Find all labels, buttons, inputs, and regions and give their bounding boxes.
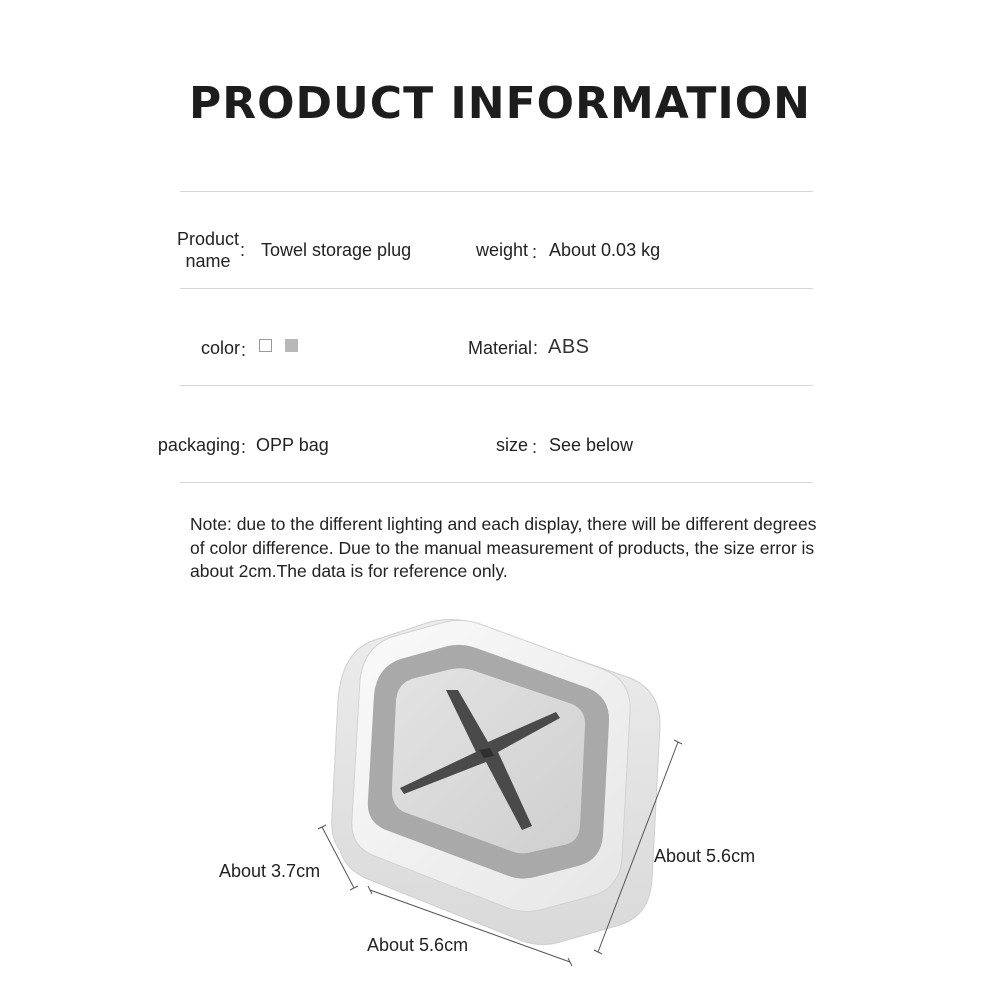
packaging-label: packaging bbox=[157, 435, 240, 455]
weight-label: weight bbox=[475, 240, 528, 260]
product-name-label-line2: name bbox=[185, 251, 231, 271]
page-title: PRODUCT INFORMATION bbox=[189, 78, 811, 129]
dimension-width-label: About 5.6cm bbox=[367, 935, 469, 955]
material-colon: : bbox=[533, 338, 539, 358]
size-colon: : bbox=[532, 437, 538, 457]
product-name-label-line1: Product bbox=[176, 229, 240, 249]
material-value: ABS bbox=[548, 336, 590, 358]
color-colon: : bbox=[241, 340, 247, 360]
material-label: Material bbox=[467, 338, 532, 358]
product-name-value: Towel storage plug bbox=[261, 240, 412, 260]
packaging-value: OPP bag bbox=[256, 435, 329, 455]
size-value: See below bbox=[549, 435, 634, 455]
product-name-colon: : bbox=[240, 240, 246, 260]
dimension-depth-label: About 3.7cm bbox=[219, 861, 321, 881]
disclaimer-note: Note: due to the different lighting and each display, there will be different degrees of color difference. Due to the manual measurement of products, the size error is about 2cm.The data is for reference only. bbox=[190, 514, 817, 581]
packaging-colon: : bbox=[241, 437, 247, 457]
weight-value: About 0.03 kg bbox=[549, 240, 661, 260]
color-label: color bbox=[200, 338, 240, 358]
weight-colon: : bbox=[532, 242, 538, 262]
size-label: size bbox=[495, 435, 528, 455]
dimension-height-label: About 5.6cm bbox=[654, 846, 756, 866]
